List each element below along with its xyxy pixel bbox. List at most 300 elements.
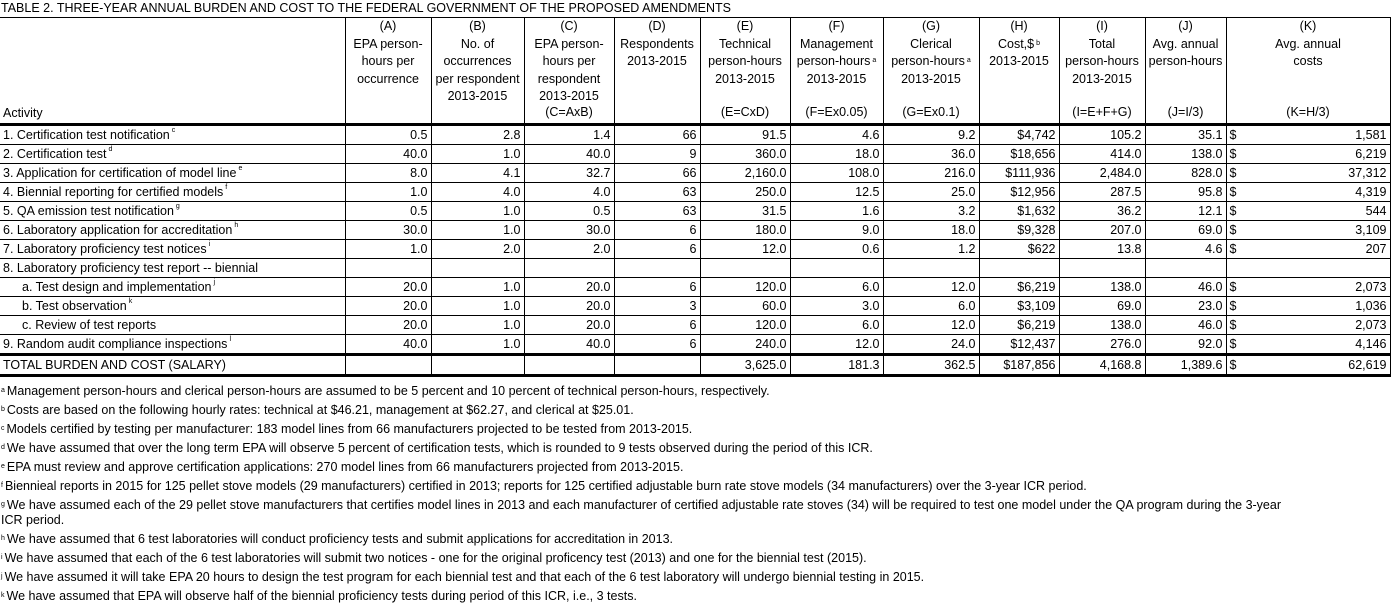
value-cell: 3,625.0	[700, 355, 790, 376]
currency-value	[1230, 280, 1387, 294]
value-cell: 24.0	[883, 335, 979, 355]
value-cell: $9,328	[979, 221, 1059, 240]
amount: 4,146	[1355, 337, 1387, 351]
value-cell: 6	[614, 221, 700, 240]
value-cell: $4,742	[979, 125, 1059, 145]
column-label: Cost,$	[997, 36, 1035, 51]
footnote-marker: a	[1, 387, 5, 394]
column-header	[1145, 18, 1226, 125]
footnote-marker: d	[1, 444, 5, 451]
value-cell: 105.2	[1059, 125, 1145, 145]
column-label-line	[349, 36, 428, 54]
column-label-line	[528, 88, 611, 106]
currency-value	[1230, 318, 1387, 332]
column-label: 2013-2015	[901, 71, 961, 86]
value-cell: 0.6	[790, 240, 883, 259]
column-label-line	[1063, 71, 1142, 89]
footnote-text: Biennieal reports in 2015 for 125 pellet stove models (29 manufacturers) certified in 2013; reports for 125 certified adjustable burn rate stove models (34 manufacturers) over the 3-year ICR period.	[4, 479, 1087, 493]
avg-cost-cell	[1226, 355, 1390, 376]
column-label: 2013-2015	[539, 89, 599, 104]
footnote-text: We have assumed that 6 test laboratories will conduct proficiency tests and submit applications for accreditation in 2013.	[6, 532, 674, 546]
activity-label: 4. Biennial reporting for certified models	[3, 185, 224, 199]
activity-cell	[0, 316, 345, 335]
value-cell: 4.6	[790, 125, 883, 145]
column-letter: (H)	[1010, 19, 1028, 33]
value-cell: 138.0	[1059, 278, 1145, 297]
currency-symbol: $	[1229, 185, 1237, 199]
avg-cost-cell	[1226, 221, 1390, 240]
value-cell	[1145, 259, 1226, 278]
currency-value	[1230, 166, 1387, 180]
footnote-marker: k	[128, 298, 133, 305]
value-cell: 0.5	[345, 125, 431, 145]
value-cell: 1.0	[431, 316, 524, 335]
value-cell: 181.3	[790, 355, 883, 376]
value-cell: 4,168.8	[1059, 355, 1145, 376]
footnote-marker: e	[1, 463, 5, 470]
column-label: 2013-2015	[715, 71, 775, 86]
footnote-text: We have assumed that EPA will observe half of the biennial proficiency tests during period of this ICR, i.e., 3 tests.	[6, 589, 637, 603]
value-cell: 20.0	[345, 297, 431, 316]
currency-symbol: $	[1229, 128, 1237, 142]
value-cell: 40.0	[345, 145, 431, 164]
footnote-marker: a	[966, 57, 971, 65]
value-cell: 1.0	[431, 202, 524, 221]
amount: 62,619	[1348, 358, 1387, 372]
activity-cell	[0, 278, 345, 297]
value-cell: 6.0	[790, 316, 883, 335]
column-label-line	[887, 36, 976, 54]
value-cell: 2.0	[431, 240, 524, 259]
value-cell	[524, 355, 614, 376]
column-formula: Activity	[3, 106, 43, 121]
value-cell: 1.0	[431, 297, 524, 316]
currency-symbol: $	[1229, 358, 1237, 372]
value-cell: 1.6	[790, 202, 883, 221]
column-label-line	[794, 71, 880, 89]
value-cell: 12.1	[1145, 202, 1226, 221]
value-cell: 0.5	[345, 202, 431, 221]
column-label-line	[1149, 53, 1223, 71]
footnote-marker: a	[872, 57, 877, 65]
value-cell: 1.0	[431, 145, 524, 164]
value-cell: 12.0	[790, 335, 883, 355]
value-cell: 1.0	[431, 221, 524, 240]
footnote-text: We have assumed that over the long term EPA will observe 5 percent of certification tests, which is rounded to 9 tests observed during the period of this ICR.	[6, 441, 873, 455]
column-label: EPA person-	[353, 36, 423, 51]
currency-symbol: $	[1229, 337, 1237, 351]
value-cell: $1,632	[979, 202, 1059, 221]
footnote-marker: g	[175, 203, 180, 210]
currency-value	[1230, 147, 1387, 161]
value-cell: 6	[614, 335, 700, 355]
activity-label: 6. Laboratory application for accreditation	[3, 223, 233, 237]
footnote-marker: c	[1, 425, 5, 432]
value-cell: 6.0	[883, 297, 979, 316]
column-label-line	[1149, 36, 1223, 54]
value-cell: 1.4	[524, 125, 614, 145]
value-cell: 240.0	[700, 335, 790, 355]
value-cell	[614, 355, 700, 376]
footnote-marker: j	[1, 573, 3, 580]
currency-value	[1230, 223, 1387, 237]
value-cell: 2.8	[431, 125, 524, 145]
footnote	[1, 589, 1281, 604]
activity-label: 1. Certification test notification	[3, 128, 170, 142]
value-cell: 60.0	[700, 297, 790, 316]
activity-cell	[0, 240, 345, 259]
currency-value	[1230, 299, 1387, 313]
footnote	[1, 422, 1281, 437]
value-cell: 360.0	[700, 145, 790, 164]
value-cell: 6.0	[790, 278, 883, 297]
column-label-line	[528, 36, 611, 54]
column-label-line	[794, 53, 880, 71]
activity-cell	[0, 297, 345, 316]
currency-symbol: $	[1229, 147, 1237, 161]
currency-symbol: $	[1229, 299, 1237, 313]
value-cell	[790, 259, 883, 278]
column-header	[700, 18, 790, 125]
column-label-line	[1063, 36, 1142, 54]
value-cell: 9.0	[790, 221, 883, 240]
value-cell: 23.0	[1145, 297, 1226, 316]
value-cell: 2.0	[524, 240, 614, 259]
table-row	[0, 183, 1390, 202]
currency-symbol: $	[1229, 166, 1237, 180]
column-label: 2013-2015	[1072, 71, 1132, 86]
column-label-line	[794, 36, 880, 54]
currency-value	[1230, 242, 1387, 256]
table-row	[0, 259, 1390, 278]
value-cell: $187,856	[979, 355, 1059, 376]
activity-label: 8. Laboratory proficiency test report -- biennial	[3, 261, 258, 275]
avg-cost-cell	[1226, 259, 1390, 278]
footnote-marker: i	[1, 554, 3, 561]
column-label: Clerical	[910, 36, 952, 51]
avg-cost-cell	[1226, 145, 1390, 164]
column-label: Avg. annual	[1152, 36, 1219, 51]
activity-cell	[0, 355, 345, 376]
value-cell: $12,437	[979, 335, 1059, 355]
value-cell: 828.0	[1145, 164, 1226, 183]
value-cell: 6	[614, 278, 700, 297]
value-cell: 1.0	[345, 183, 431, 202]
burden-cost-table	[0, 17, 1391, 377]
amount: 207	[1365, 242, 1387, 256]
footnote-marker: g	[1, 501, 5, 508]
value-cell: 9	[614, 145, 700, 164]
footnote-text: EPA must review and approve certification applications: 270 model lines from 66 manufacturers projected from 2013-2015.	[6, 460, 684, 474]
column-label-line	[887, 71, 976, 89]
value-cell: 12.0	[883, 316, 979, 335]
column-label-line	[435, 36, 521, 54]
activity-cell	[0, 202, 345, 221]
column-label: No. of	[460, 36, 495, 51]
value-cell: 1.0	[345, 240, 431, 259]
value-cell: 69.0	[1059, 297, 1145, 316]
value-cell: 69.0	[1145, 221, 1226, 240]
column-label: hours per	[361, 54, 415, 69]
column-label-line	[435, 71, 521, 89]
activity-label: a. Test design and implementation	[22, 280, 212, 294]
column-header	[614, 18, 700, 125]
column-letter: (A)	[379, 19, 397, 33]
value-cell: 20.0	[524, 316, 614, 335]
table-row	[0, 202, 1390, 221]
footnote-text: We have assumed each of the 29 pellet stove manufacturers that certifies model lines in 2013 and each manufacturer of certified adjustable rate stoves (34) will be required to test one model under the QA program during the 3-year ICR period.	[1, 498, 1281, 527]
value-cell: 12.5	[790, 183, 883, 202]
value-cell: 207.0	[1059, 221, 1145, 240]
column-label: Management	[800, 36, 873, 51]
column-label: Total	[1088, 36, 1116, 51]
column-formula: (F=Ex0.05)	[805, 105, 868, 120]
value-cell: 120.0	[700, 278, 790, 297]
footnote	[1, 384, 1281, 399]
column-label: occurrence	[357, 71, 419, 86]
column-header	[979, 18, 1059, 125]
column-label: person-hours	[891, 54, 965, 69]
value-cell: 1.0	[431, 278, 524, 297]
column-label: person-hours	[1065, 54, 1139, 69]
value-cell: 40.0	[345, 335, 431, 355]
footnote-text: We have assumed that each of the 6 test laboratories will submit two notices - one for the original proficency test (2013) and one for the biennial test (2015).	[4, 551, 867, 565]
column-label-line	[887, 53, 976, 71]
column-label: 2013-2015	[447, 89, 508, 104]
value-cell	[979, 259, 1059, 278]
value-cell: 20.0	[524, 278, 614, 297]
avg-cost-cell	[1226, 316, 1390, 335]
currency-symbol: $	[1229, 242, 1237, 256]
avg-cost-cell	[1226, 335, 1390, 355]
currency-value	[1230, 337, 1387, 351]
total-row	[0, 355, 1390, 376]
column-header	[883, 18, 979, 125]
column-letter: (C)	[560, 19, 578, 33]
column-label-line	[618, 36, 697, 54]
value-cell: 66	[614, 125, 700, 145]
value-cell: 13.8	[1059, 240, 1145, 259]
footnote-marker: f	[225, 184, 228, 191]
value-cell: $111,936	[979, 164, 1059, 183]
column-letter: (B)	[469, 19, 486, 33]
column-formula: (G=Ex0.1)	[902, 105, 960, 120]
activity-label: 7. Laboratory proficiency test notices	[3, 242, 207, 256]
footnote-marker: d	[108, 146, 113, 153]
value-cell: 18.0	[883, 221, 979, 240]
value-cell: 18.0	[790, 145, 883, 164]
table-row	[0, 221, 1390, 240]
column-header	[345, 18, 431, 125]
column-label: hours per	[542, 54, 596, 69]
avg-cost-cell	[1226, 202, 1390, 221]
footnote-text: Management person-hours and clerical person-hours are assumed to be 5 percent and 10 percent of technical person-hours, respectively.	[6, 384, 770, 398]
value-cell: 30.0	[524, 221, 614, 240]
footnote-marker: h	[1, 535, 5, 542]
value-cell: 1.0	[431, 335, 524, 355]
column-letter: (D)	[648, 19, 666, 33]
value-cell	[524, 259, 614, 278]
amount: 2,073	[1355, 318, 1387, 332]
value-cell: 287.5	[1059, 183, 1145, 202]
value-cell: 1,389.6	[1145, 355, 1226, 376]
column-header	[790, 18, 883, 125]
value-cell: $3,109	[979, 297, 1059, 316]
column-letter: (J)	[1178, 19, 1193, 33]
value-cell: 32.7	[524, 164, 614, 183]
column-label-line	[704, 53, 787, 71]
column-label: Avg. annual	[1275, 36, 1341, 51]
column-label: 2013-2015	[989, 54, 1049, 69]
value-cell	[431, 355, 524, 376]
value-cell: 20.0	[345, 278, 431, 297]
footnote-text: We have assumed it will take EPA 20 hours to design the test program for each biennial test and that each of the 6 test laboratory will undergo biennial testing in 2015.	[4, 570, 925, 584]
footnote-marker: j	[213, 279, 216, 286]
column-header	[0, 18, 345, 125]
value-cell: 180.0	[700, 221, 790, 240]
value-cell: 46.0	[1145, 278, 1226, 297]
value-cell: 138.0	[1145, 145, 1226, 164]
column-label-line	[528, 71, 611, 89]
amount: 1,581	[1355, 128, 1387, 142]
value-cell: 2,160.0	[700, 164, 790, 183]
value-cell: 6	[614, 316, 700, 335]
value-cell: $6,219	[979, 316, 1059, 335]
footnote-text: Costs are based on the following hourly rates: technical at $46.21, management at $62.27, and clerical at $25.01.	[6, 403, 634, 417]
column-label: person-hours	[1148, 54, 1223, 69]
avg-cost-cell	[1226, 297, 1390, 316]
column-formula: (C=AxB)	[545, 105, 593, 120]
value-cell: 216.0	[883, 164, 979, 183]
value-cell: 36.2	[1059, 202, 1145, 221]
table-row	[0, 164, 1390, 183]
value-cell: 31.5	[700, 202, 790, 221]
value-cell	[345, 259, 431, 278]
value-cell: 6	[614, 240, 700, 259]
amount: 2,073	[1355, 280, 1387, 294]
value-cell: 36.0	[883, 145, 979, 164]
value-cell	[700, 259, 790, 278]
avg-cost-cell	[1226, 125, 1390, 145]
currency-value	[1230, 204, 1387, 218]
value-cell: 63	[614, 183, 700, 202]
table-row	[0, 316, 1390, 335]
column-header	[431, 18, 524, 125]
column-letter: (F)	[828, 19, 845, 33]
column-label-line	[1230, 36, 1387, 54]
value-cell: 40.0	[524, 335, 614, 355]
column-header	[1226, 18, 1390, 125]
column-label-line	[528, 53, 611, 71]
column-label: person-hours	[796, 54, 871, 69]
value-cell: 20.0	[524, 297, 614, 316]
value-cell: 25.0	[883, 183, 979, 202]
value-cell: 276.0	[1059, 335, 1145, 355]
footnote	[1, 498, 1281, 528]
activity-cell	[0, 221, 345, 240]
table-title: TABLE 2. THREE-YEAR ANNUAL BURDEN AND COST TO THE FEDERAL GOVERNMENT OF THE PROPOSED AMENDMENTS	[1, 1, 732, 15]
value-cell: 4.0	[524, 183, 614, 202]
column-formula: (E=CxD)	[720, 105, 770, 120]
value-cell	[431, 259, 524, 278]
value-cell: $18,656	[979, 145, 1059, 164]
value-cell: 108.0	[790, 164, 883, 183]
amount: 37,312	[1348, 166, 1387, 180]
value-cell: 91.5	[700, 125, 790, 145]
value-cell	[1059, 259, 1145, 278]
column-label: costs	[1293, 54, 1323, 69]
value-cell: $622	[979, 240, 1059, 259]
column-label: Technical	[718, 36, 772, 51]
column-label-line	[618, 53, 697, 71]
activity-label: c. Review of test reports	[22, 318, 157, 332]
activity-label: 3. Application for certification of model line	[3, 166, 237, 180]
footnote	[1, 532, 1281, 547]
value-cell: 4.6	[1145, 240, 1226, 259]
footnote-marker: f	[1, 482, 3, 489]
column-label: Respondents	[620, 36, 694, 51]
footnote-marker: e	[238, 165, 243, 172]
table-row	[0, 125, 1390, 145]
footnote	[1, 570, 1281, 585]
value-cell: 3.2	[883, 202, 979, 221]
column-label: EPA person-	[534, 36, 604, 51]
value-cell: 12.0	[700, 240, 790, 259]
activity-label: 9. Random audit compliance inspections	[3, 337, 228, 351]
amount: 1,036	[1355, 299, 1387, 313]
footnote-marker: h	[234, 222, 239, 229]
activity-cell	[0, 259, 345, 278]
footnotes	[1, 384, 1281, 608]
activity-label: 5. QA emission test notification	[3, 204, 174, 218]
value-cell: 4.1	[431, 164, 524, 183]
value-cell: 66	[614, 164, 700, 183]
value-cell: 4.0	[431, 183, 524, 202]
currency-value	[1230, 358, 1387, 372]
value-cell: $12,956	[979, 183, 1059, 202]
value-cell	[614, 259, 700, 278]
column-label: 2013-2015	[806, 71, 867, 86]
currency-symbol: $	[1229, 318, 1237, 332]
footnote-marker: b	[1036, 39, 1041, 47]
amount: 4,319	[1355, 185, 1387, 199]
value-cell: 250.0	[700, 183, 790, 202]
table-row	[0, 297, 1390, 316]
footnote	[1, 479, 1281, 494]
column-letter: (G)	[921, 19, 941, 33]
value-cell: 46.0	[1145, 316, 1226, 335]
activity-cell	[0, 145, 345, 164]
activity-cell	[0, 183, 345, 202]
currency-symbol: $	[1229, 280, 1237, 294]
avg-cost-cell	[1226, 183, 1390, 202]
value-cell: 30.0	[345, 221, 431, 240]
footnote	[1, 403, 1281, 418]
column-label: respondent	[537, 71, 601, 86]
column-header	[1059, 18, 1145, 125]
value-cell: 63	[614, 202, 700, 221]
avg-cost-cell	[1226, 240, 1390, 259]
value-cell: 0.5	[524, 202, 614, 221]
table-row	[0, 335, 1390, 355]
value-cell: 1.2	[883, 240, 979, 259]
footnote-text: Models certified by testing per manufacturer: 183 model lines from 66 manufacturers projected to be tested from 2013-2015.	[6, 422, 693, 436]
value-cell: 2,484.0	[1059, 164, 1145, 183]
value-cell: 8.0	[345, 164, 431, 183]
column-label-line	[435, 53, 521, 71]
value-cell: 120.0	[700, 316, 790, 335]
column-letter: (E)	[736, 19, 754, 33]
